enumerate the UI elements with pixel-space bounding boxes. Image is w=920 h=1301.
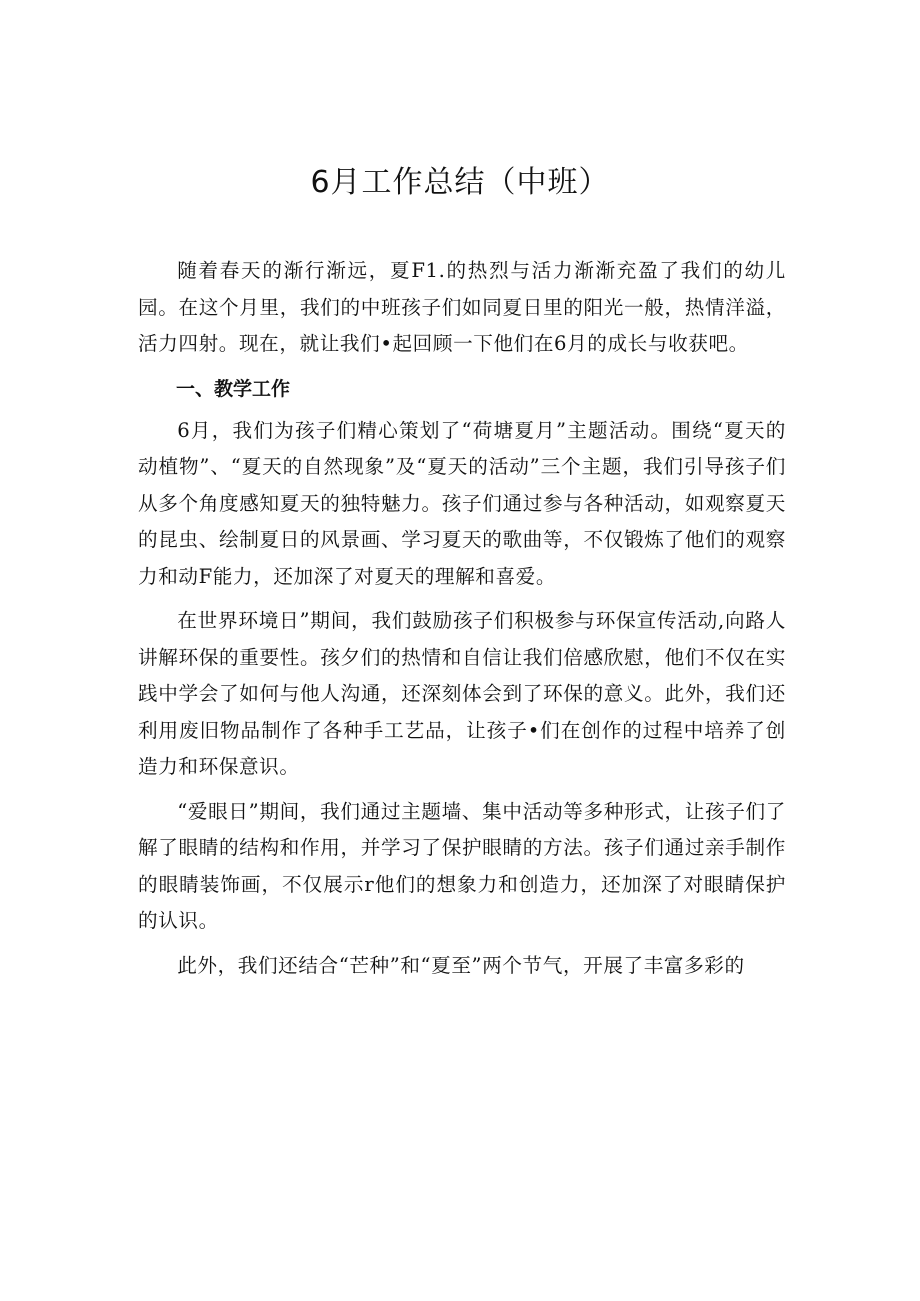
paragraph-solar-terms: 此外，我们还结合“芒种”和“夏至”两个节气，开展了丰富多彩的 [177,953,745,977]
section-heading-teaching: 一、教学工作 [176,377,291,400]
paragraph-eye-day: “爱眼日”期间，我们通过主题墙、集中活动等多种形式，让孩子们了解了眼睛的结构和作用，并学习了保护眼睛的方法。孩子们通过亲手制作的眼睛装饰画，不仅展示r他们的想象力和创造力，还加深了对眼睛保护的认识。 [138,799,786,932]
paragraph-environment-day: 在世界环境日”期间，我们鼓励孩子们积极参与环保宣传活动,向路人讲解环保的重要性。孩夕们的热情和自信让我们倍感欣慰，他们不仅在实践中学会了如何与他人沟通，还深刻体会到了环保的意义。此外，我们还利用废旧物品制作了各种手工艺品，让孩子•们在创作的过程中培养了创造力和环保意识。 [138,609,786,778]
intro-paragraph: 随着春天的渐行渐远，夏F1.的热烈与活力渐渐充盈了我们的幼儿园。在这个月里，我们的中班孩子们如同夏日里的阳光一般，热情洋溢，活力四射。现在，就让我们•起回顾一下他们在6月的成长与收获吧。 [138,259,786,355]
document-title: 6月工作总结（中班） [310,165,610,200]
document-body [138,253,786,992]
paragraph-theme-activity: 6月，我们为孩子们精心策划了“荷塘夏月”主题活动。围绕“夏天的动植物”、“夏天的自然现象”及“夏天的活动”三个主题，我们引导孩子们从多个角度感知夏天的独特魅力。孩子们通过参与各种活动，如观察夏天的昆虫、绘制夏日的风景画、学习夏天的歌曲等，不仅锻炼了他们的观察力和动F能力，还加深了对夏天的理解和喜爱。 [138,418,786,588]
